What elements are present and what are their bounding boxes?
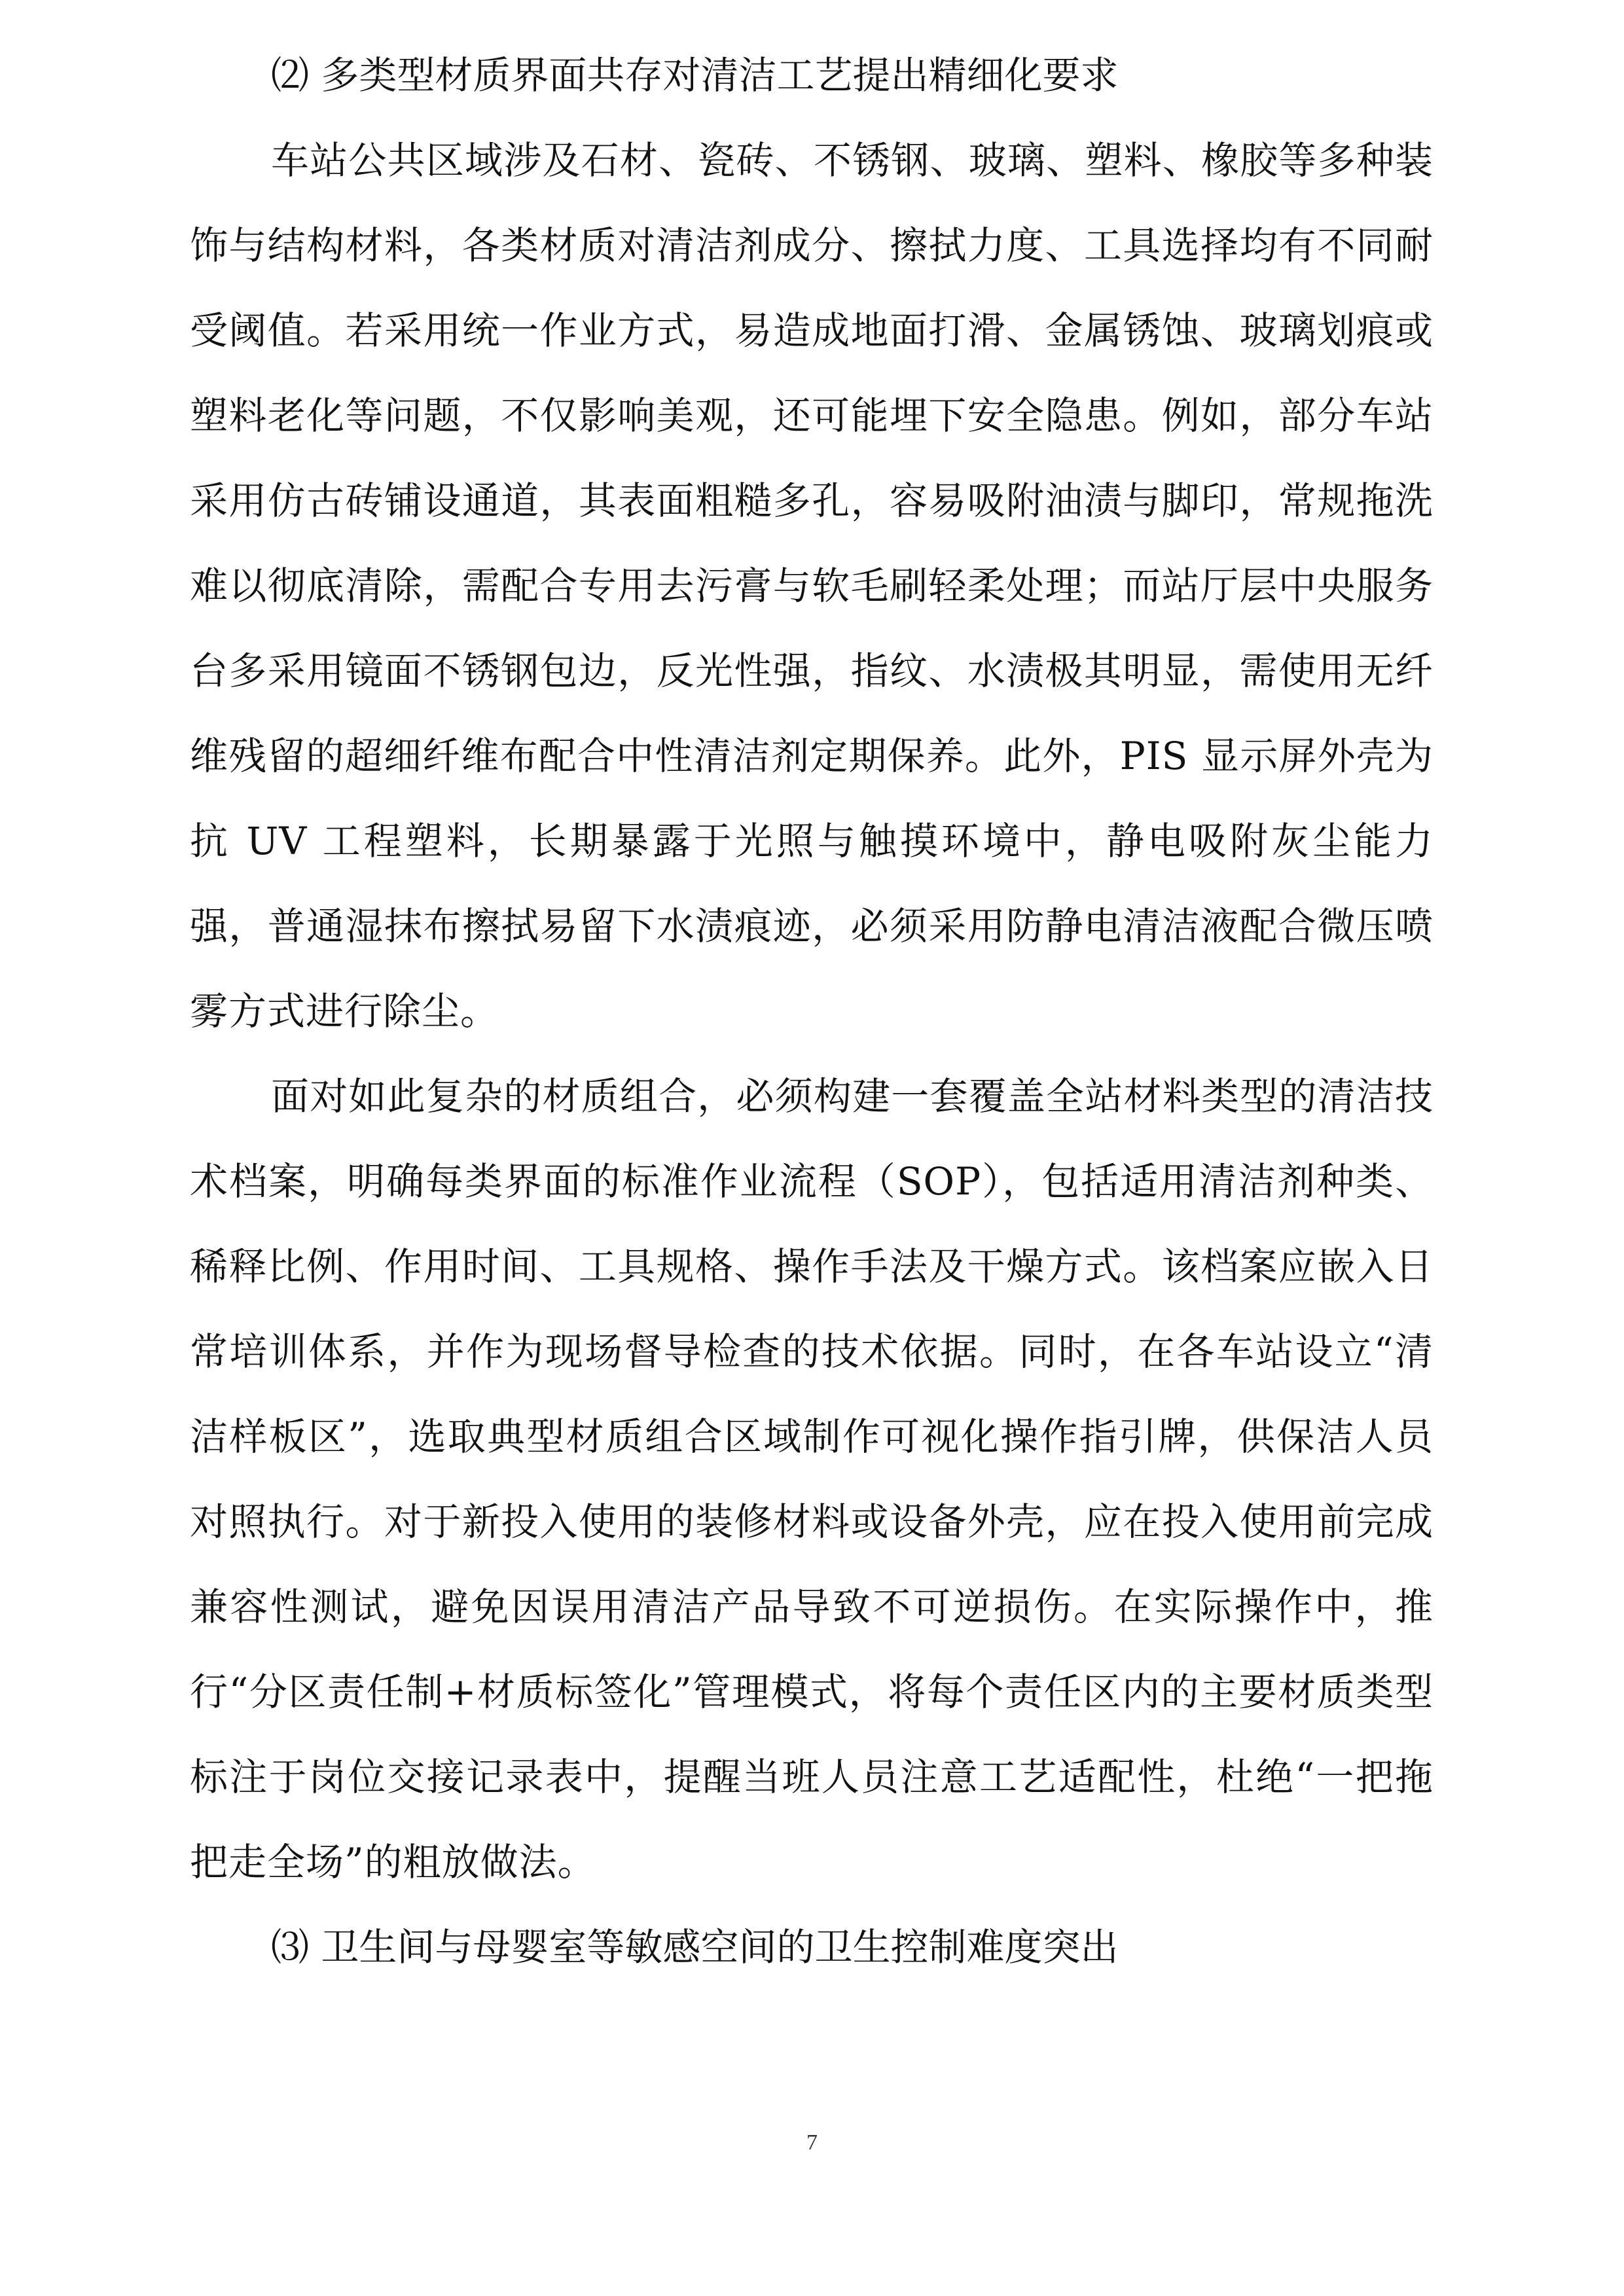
section-heading-2: ⑵ 多类型材质界面共存对清洁工艺提出精细化要求 xyxy=(271,53,1119,98)
paragraph-sop: 面对如此复杂的材质组合，必须构建一套覆盖全站材料类型的清洁技术档案，明确每类界面的标准作业流程（SOP），包括适用清洁剂种类、稀释比例、作用时间、工具规格、操作手法及干燥方式。该档案应嵌入日常培训体系，并作为现场督导检查的技术依据。同时，在各车站设立“清洁样板区”，选取典型材质组合区域制作可视化操作指引牌，供保洁人员对照执行。对于新投入使用的装修材料或设备外壳，应在投入使用前完成兼容性测试，避免因误用清洁产品导致不可逆损伤。在实际操作中，推行“分区责任制+材质标签化”管理模式，将每个责任区内的主要材质类型标注于岗位交接记录表中，提醒当班人员注意工艺适配性，杜绝“一把拖把走全场”的粗放做法。 xyxy=(190,1074,1434,1884)
section-heading-3: ⑶ 卫生间与母婴室等敏感空间的卫生控制难度突出 xyxy=(271,1925,1119,1969)
paragraph-materials: 车站公共区域涉及石材、瓷砖、不锈钢、玻璃、塑料、橡胶等多种装饰与结构材料，各类材质对清洁剂成分、擦拭力度、工具选择均有不同耐受阈值。若采用统一作业方式，易造成地面打滑、金属锈蚀、玻璃划痕或塑料老化等问题，不仅影响美观，还可能埋下安全隐患。例如，部分车站采用仿古砖铺设通道，其表面粗糙多孔，容易吸附油渍与脚印，常规拖洗难以彻底清除，需配合专用去污膏与软毛刷轻柔处理；而站厅层中央服务台多采用镜面不锈钢包边，反光性强，指纹、水渍极其明显，需使用无纤维残留的超细纤维布配合中性清洁剂定期保养。此外，PIS 显示屏外壳为抗 UV 工程塑料，长期暴露于光照与触摸环境中，静电吸附灰尘能力强，普通湿抹布擦拭易留下水渍痕迹，必须采用防静电清洁液配合微压喷雾方式进行除尘。 xyxy=(190,138,1434,1033)
page-number: 7 xyxy=(806,2130,818,2155)
document-body xyxy=(190,33,1434,1990)
